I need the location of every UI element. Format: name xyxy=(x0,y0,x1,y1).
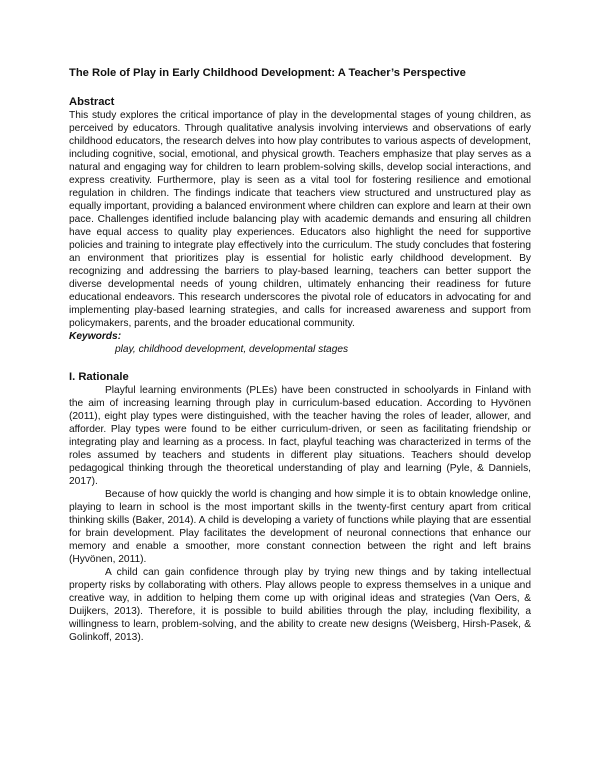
paper-body xyxy=(69,66,531,644)
abstract-heading: Abstract xyxy=(69,96,115,108)
paper-title: The Role of Play in Early Childhood Development: A Teacher’s Perspective xyxy=(69,67,466,79)
keywords-text: play, childhood development, developmental stages xyxy=(115,344,349,355)
rationale-heading: I. Rationale xyxy=(69,371,129,383)
rationale-paragraph: Playful learning environments (PLEs) have been constructed in schoolyards in Finland with the aim of increasing learning through play in curriculum-based education. According to Hyvönen (2011), eight play types were distinguished, with the teacher having the roles of leader, allower, and afforder. Play types were found to be either curriculum-driven, or seen as facilitating friendship or integrating play and learning as a process. In fact, playful teaching was characterized in terms of the roles assumed by teachers and students in different play situations. Teachers should develop pedagogical thinking through the theoretical understanding of play and learning (Pyle, & Danniels, 2017). xyxy=(69,385,531,487)
rationale-paragraph: Because of how quickly the world is changing and how simple it is to obtain knowledge online, playing to learn in school is the most important skills in the twenty-first century apart from critical thinking skills (Baker, 2014). A child is developing a variety of functions while playing that are essential for brain development. Play facilitates the development of neuronal connections that enhance our memory and enable a smoother, more constant connection between the right and left brains (Hyvönen, 2011). xyxy=(69,489,531,565)
abstract-text: This study explores the critical importance of play in the developmental stages of young children, as perceived by educators. Through qualitative analysis involving interviews and observations of early childhood educators, the research delves into how play contributes to various aspects of development, including cognitive, social, emotional, and physical growth. Teachers emphasize that play serves as a natural and engaging way for children to learn problem-solving skills, develop social interactions, and express creativity. Furthermore, play is seen as a vital tool for fostering resilience and emotional regulation in children. The findings indicate that teachers view structured and unstructured play as equally important, providing a balanced environment where children can explore and learn at their own pace. Challenges identified include balancing play with academic demands and ensuring all children have equal access to quality play experiences. Educators also highlight the need for supportive policies and training to integrate play effectively into the curriculum. The study concludes that fostering an environment that prioritizes play is essential for holistic early childhood development. By recognizing and addressing the barriers to play-based learning, teachers can better support the diverse developmental needs of young children, ultimately enhancing their readiness for future educational endeavors. This research underscores the pivotal role of educators in advocating for and implementing play-based learning strategies, and calls for increased awareness and support from policymakers, parents, and the broader educational community. xyxy=(69,110,531,329)
rationale-paragraph: A child can gain confidence through play by trying new things and by taking intellectual property risks by collaborating with others. Play allows people to express themselves in a unique and creative way, in addition to helping them come up with original ideas and strategies (Van Oers, & Duijkers, 2013). Therefore, it is possible to build abilities through the play, including flexibility, a willingness to learn, problem-solving, and the ability to create new designs (Weisberg, Hirsh-Pasek, & Golinkoff, 2013). xyxy=(69,567,531,643)
keywords-label: Keywords: xyxy=(69,331,122,342)
